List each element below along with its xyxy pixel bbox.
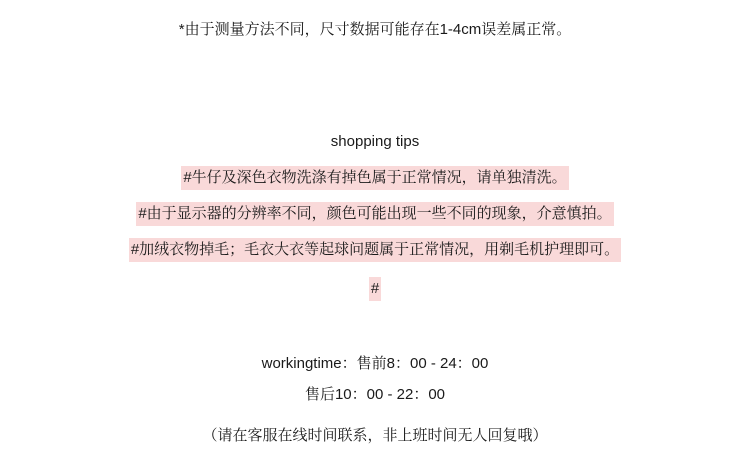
shopping-tip-item: [0, 166, 750, 190]
working-time-presale: workingtime：售前8：00 - 24：00: [261, 355, 489, 372]
working-time-note: （请在客服在线时间联系，非上班时间无人回复哦）: [202, 427, 548, 444]
working-time-aftersale: 售后10：00 - 22：00: [304, 386, 446, 403]
shopping-tip-text: #牛仔及深色衣物洗涤有掉色属于正常情况，请单独清洗。: [181, 166, 568, 190]
shopping-tips-title: shopping tips: [330, 133, 420, 150]
shopping-tip-item: [0, 202, 750, 226]
shopping-tip-item: [0, 238, 750, 262]
measurement-disclaimer: *由于测量方法不同，尺寸数据可能存在1-4cm误差属正常。: [178, 21, 572, 38]
shopping-tip-text: #加绒衣物掉毛；毛衣大衣等起球问题属于正常情况，用剃毛机护理即可。: [129, 238, 621, 262]
shopping-tip-text: #由于显示器的分辨率不同，颜色可能出现一些不同的现象，介意慎拍。: [136, 202, 613, 226]
shopping-tip-item: [0, 277, 750, 301]
shopping-tip-text: #: [369, 277, 381, 301]
